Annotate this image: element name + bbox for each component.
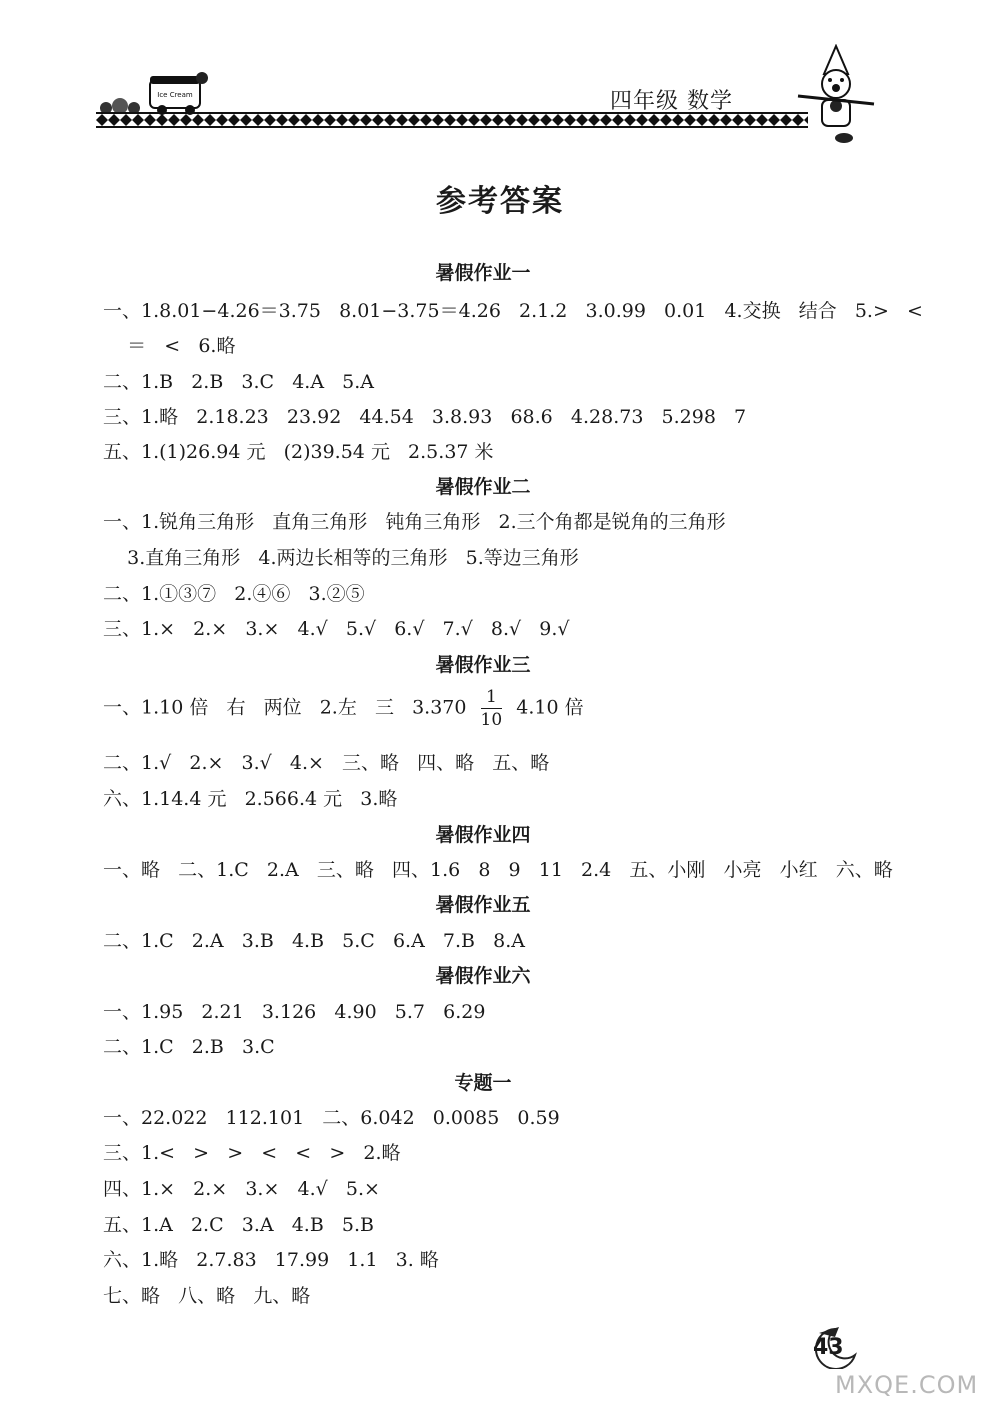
section-heading: 暑假作业二 [435, 476, 531, 498]
fraction-before: 一、1.10 倍 右 两位 2.左 三 3.370 [103, 696, 479, 719]
watermark: MXQE.COM [835, 1371, 979, 1399]
answer-line: 二、1.C 2.B 3.C [103, 1036, 275, 1058]
answer-line: 二、1.B 2.B 3.C 4.A 5.A [103, 371, 375, 393]
answer-line: 三、1.略 2.18.23 23.92 44.54 3.8.93 68.6 4.28.73 5.298 7 [103, 406, 747, 428]
section-heading: 暑假作业五 [435, 894, 531, 916]
clown-icon [796, 44, 876, 144]
answer-line: 一、22.022 112.101 二、6.042 0.0085 0.59 [103, 1107, 560, 1129]
page-header [96, 70, 876, 140]
answer-line: 一、1.95 2.21 3.126 4.90 5.7 6.29 [103, 1001, 486, 1023]
answer-line: 3.直角三角形 4.两边长相等的三角形 5.等边三角形 [103, 547, 579, 569]
section-heading: 暑假作业一 [435, 262, 531, 284]
answer-line: 一、1.8.01−4.26＝3.75 8.01−3.75＝4.26 2.1.2 3.0.99 0.01 4.交换 结合 5.> < [103, 300, 923, 322]
section-heading: 暑假作业三 [435, 654, 531, 676]
answer-line: 五、1.A 2.C 3.A 4.B 5.B [103, 1214, 375, 1236]
section-heading: 暑假作业六 [435, 965, 531, 987]
answer-line: 二、1.①③⑦ 2.④⑥ 3.②⑤ [103, 583, 365, 605]
page-number: 43 [813, 1335, 844, 1360]
answer-line: 六、1.14.4 元 2.566.4 元 3.略 [103, 788, 398, 810]
truck-sign: Ice Cream [157, 91, 193, 99]
answer-line: 三、1.< > > < < > 2.略 [103, 1142, 401, 1164]
answer-line: 二、1.√ 2.× 3.√ 4.× 三、略 四、略 五、略 [103, 752, 550, 774]
answer-line: ＝ < 6.略 [103, 335, 236, 357]
page-title: 参考答案 [436, 184, 564, 219]
ice-cream-truck-icon [96, 70, 211, 116]
fraction [481, 688, 503, 729]
answer-line-fraction [103, 688, 584, 729]
answer-line: 二、1.C 2.A 3.B 4.B 5.C 6.A 7.B 8.A [103, 930, 525, 952]
section-heading: 暑假作业四 [435, 824, 531, 846]
grade-subject: 四年级 数学 [610, 89, 733, 114]
fraction-after: 4.10 倍 [504, 696, 584, 719]
answer-line: 一、略 二、1.C 2.A 三、略 四、1.6 8 9 11 2.4 五、小刚 小亮 小红 六、略 [103, 859, 893, 881]
section-heading: 专题一 [454, 1072, 512, 1094]
answer-line: 六、1.略 2.7.83 17.99 1.1 3. 略 [103, 1249, 439, 1271]
fraction-denominator: 10 [480, 710, 503, 730]
answer-line: 七、略 八、略 九、略 [103, 1285, 311, 1307]
answer-line: 五、1.(1)26.94 元 (2)39.54 元 2.5.37 米 [103, 441, 494, 463]
page-footer [805, 1325, 995, 1405]
fraction-numerator: 1 [481, 688, 503, 709]
diamond-border [96, 112, 808, 128]
answer-line: 四、1.× 2.× 3.× 4.√ 5.× [103, 1178, 380, 1200]
answer-line: 三、1.× 2.× 3.× 4.√ 5.√ 6.√ 7.√ 8.√ 9.√ [103, 618, 570, 640]
answer-line: 一、1.锐角三角形 直角三角形 钝角三角形 2.三个角都是锐角的三角形 [103, 511, 726, 533]
